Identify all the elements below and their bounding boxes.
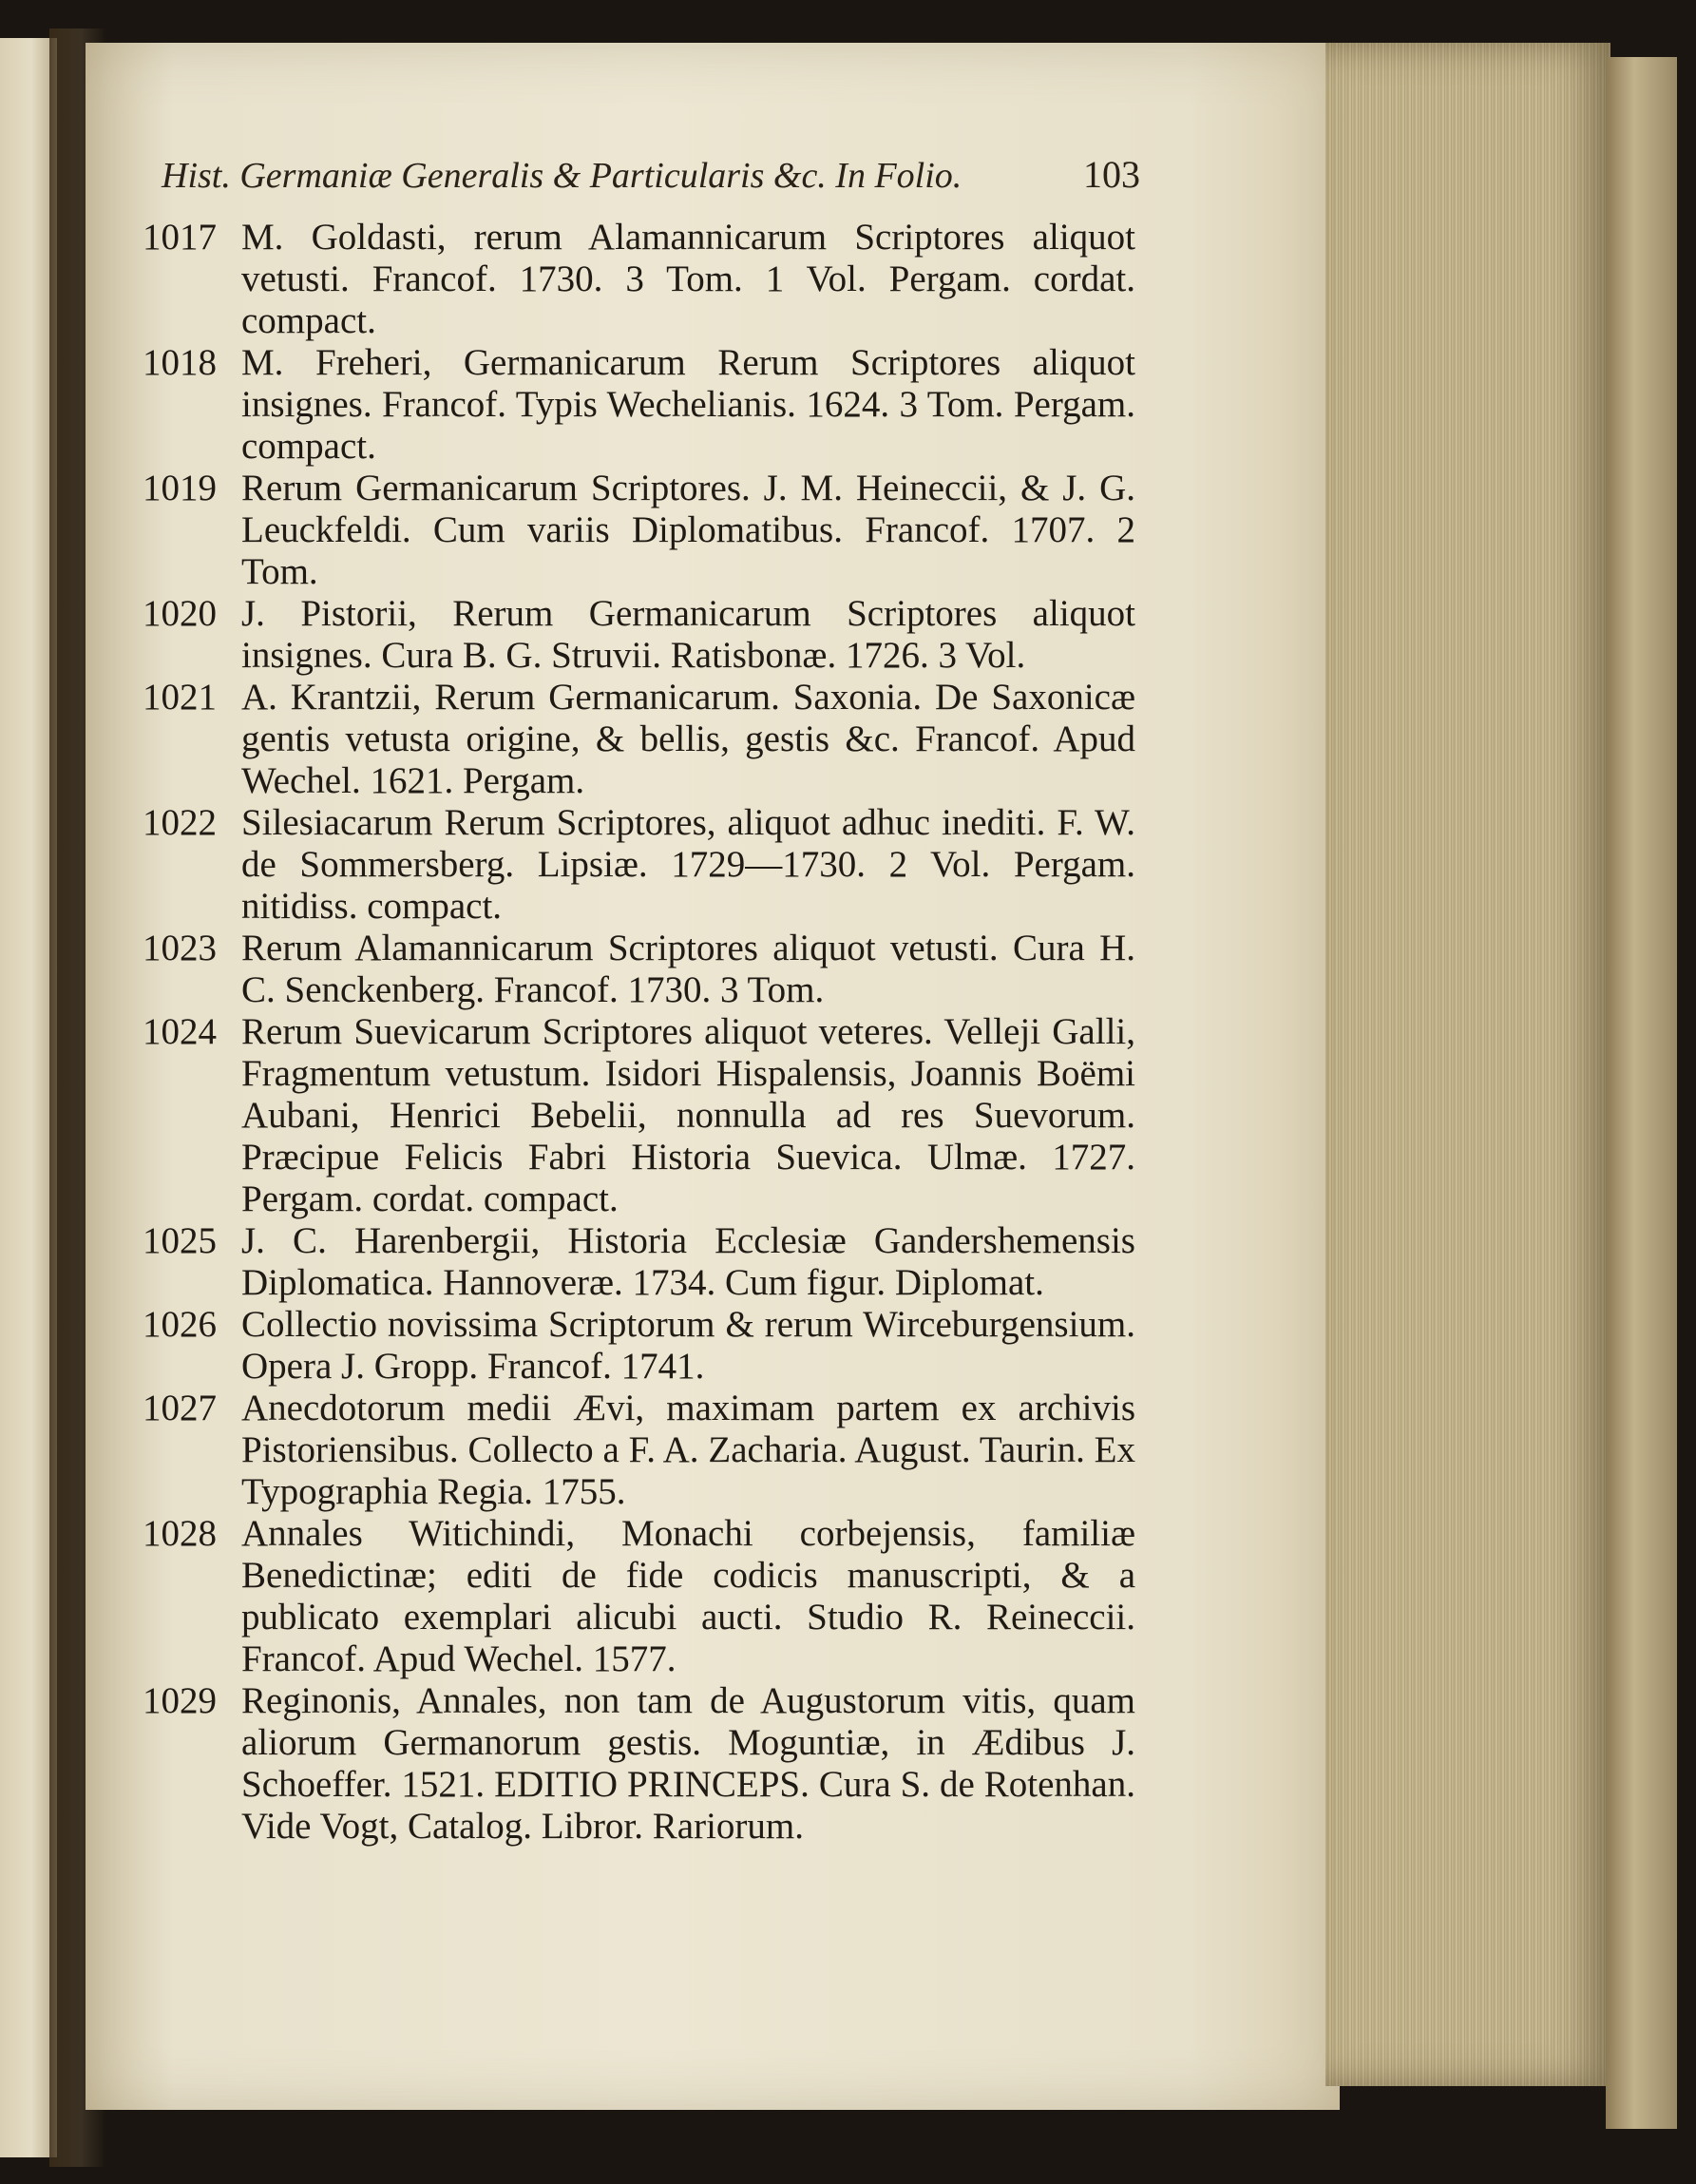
entry-number: 1017 bbox=[143, 217, 217, 258]
catalog-entry bbox=[143, 1680, 1135, 1848]
entry-number: 1029 bbox=[143, 1680, 217, 1721]
running-head bbox=[162, 152, 1140, 197]
entry-text: Reginonis, Annales, non tam de Augustorum vitis, quam aliorum Germanorum gestis. Moguntiæ, in Ædibus J. Schoeffer. 1521. EDITIO PRINCEPS. Cura S. de Rotenhan. Vide Vogt, Catalog. Libror. Rariorum. bbox=[241, 1680, 1135, 1847]
entry-number: 1025 bbox=[143, 1220, 217, 1261]
catalog-entry bbox=[143, 1304, 1135, 1388]
catalog-entry bbox=[143, 1388, 1135, 1513]
catalog-entry bbox=[143, 928, 1135, 1011]
entry-text: M. Goldasti, rerum Alamannicarum Scriptores aliquot vetusti. Francof. 1730. 3 Tom. 1 Vol. Pergam. cordat. compact. bbox=[241, 217, 1135, 341]
entry-text: Anecdotorum medii Ævi, maximam partem ex archivis Pistoriensibus. Collecto a F. A. Zacharia. August. Taurin. Ex Typographia Regia. 1755. bbox=[241, 1388, 1135, 1512]
entry-number: 1020 bbox=[143, 593, 217, 634]
entry-text: A. Krantzii, Rerum Germanicarum. Saxonia. De Saxonicæ gentis vetusta origine, & bellis, gestis &c. Francof. Apud Wechel. 1621. Pergam. bbox=[241, 677, 1135, 801]
catalog-entry bbox=[143, 1220, 1135, 1304]
entry-text: J. Pistorii, Rerum Germanicarum Scriptores aliquot insignes. Cura B. G. Struvii. Ratisbonæ. 1726. 3 Vol. bbox=[241, 593, 1135, 676]
catalog-entry bbox=[143, 1513, 1135, 1680]
facing-page-edge bbox=[0, 38, 57, 2157]
catalog-entries bbox=[143, 217, 1135, 1848]
page-block-edge bbox=[1325, 43, 1610, 2086]
entry-text: Rerum Alamannicarum Scriptores aliquot vetusti. Cura H. C. Senckenberg. Francof. 1730. 3 Tom. bbox=[241, 928, 1135, 1010]
entry-number: 1028 bbox=[143, 1513, 217, 1554]
catalog-entry bbox=[143, 1011, 1135, 1220]
entry-text: Rerum Suevicarum Scriptores aliquot veteres. Velleji Galli, Fragmentum vetustum. Isidori Hispalensis, Joannis Boëmi Aubani, Henrici Bebelii, nonnulla ad res Suevorum. Præcipue Felicis Fabri Historia Suevica. Ulmæ. 1727. Pergam. cordat. compact. bbox=[241, 1011, 1135, 1219]
entry-text: M. Freheri, Germanicarum Rerum Scriptores aliquot insignes. Francof. Typis Wechelianis. 1624. 3 Tom. Pergam. compact. bbox=[241, 342, 1135, 467]
catalog-entry bbox=[143, 217, 1135, 342]
catalog-entry bbox=[143, 802, 1135, 928]
catalog-entry bbox=[143, 677, 1135, 802]
page-number: 103 bbox=[1083, 153, 1140, 196]
entry-number: 1018 bbox=[143, 342, 217, 383]
entry-number: 1027 bbox=[143, 1388, 217, 1428]
entry-text: Silesiacarum Rerum Scriptores, aliquot adhuc inediti. F. W. de Sommersberg. Lipsiæ. 1729—1730. 2 Vol. Pergam. nitidiss. compact. bbox=[241, 802, 1135, 927]
entry-number: 1026 bbox=[143, 1304, 217, 1345]
entry-text: J. C. Harenbergii, Historia Ecclesiæ Gandershemensis Diplomatica. Hannoveræ. 1734. Cum figur. Diplomat. bbox=[241, 1220, 1135, 1303]
catalog-entry bbox=[143, 593, 1135, 677]
entry-number: 1021 bbox=[143, 677, 217, 718]
entry-text: Rerum Germanicarum Scriptores. J. M. Heineccii, & J. G. Leuckfeldi. Cum variis Diplomatibus. Francof. 1707. 2 Tom. bbox=[241, 468, 1135, 592]
book-cover-edge bbox=[1606, 57, 1677, 2129]
entry-text: Collectio novissima Scriptorum & rerum Wirceburgensium. Opera J. Gropp. Francof. 1741. bbox=[241, 1304, 1135, 1387]
entry-number: 1024 bbox=[143, 1011, 217, 1052]
entry-number: 1019 bbox=[143, 468, 217, 508]
running-head-title: Hist. Germaniæ Generalis & Particularis &c. In Folio. bbox=[162, 156, 962, 196]
entry-number: 1023 bbox=[143, 928, 217, 968]
catalog-entry bbox=[143, 468, 1135, 593]
entry-text: Annales Witichindi, Monachi corbejensis, familiæ Benedictinæ; editi de fide codicis manuscripti, & a publicato exemplari alicubi aucti. Studio R. Reineccii. Francof. Apud Wechel. 1577. bbox=[241, 1513, 1135, 1679]
entry-number: 1022 bbox=[143, 802, 217, 843]
catalog-entry bbox=[143, 342, 1135, 468]
